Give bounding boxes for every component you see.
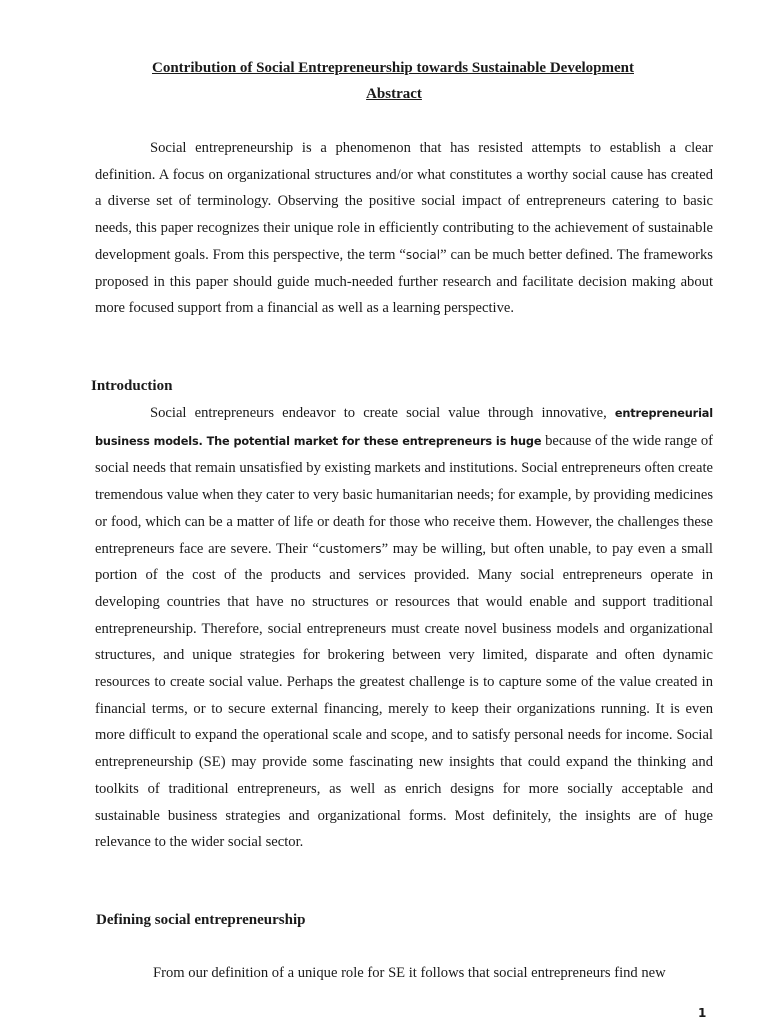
defining-paragraph: From our definition of a unique role for SE it follows that social entrepreneurs find new [153,965,666,981]
introduction-text-3: ” may be willing, but often unable, to pay even a small portion of the cost of the products and services provided. Many social entrepreneurs operate in developing countries that have no structures or resources that would enable and support traditional entrepreneurship. Therefore, social entrepreneurs must create novel business models and organizational structures, and unique strategies for brokering between very limited, disparate and often dynamic resources to create social value. Perhaps the greatest challenge is to capture some of the value created in financial terms, or to secure external financing, merely to keep their organizations running. It is even more difficult to expand the operational scale and scope, and to satisfy personal needs for income. Social entrepreneurship (SE) may provide some fascinating new insights that could expand the thinking and toolkits of traditional entrepreneurs, as well as enrich designs for more socially acceptable and sustainable business strategies and organizational forms. Most definitely, the insights are of huge relevance to the wider social sector. [95,540,713,851]
abstract-heading: Abstract [366,86,422,102]
abstract-term: social [405,247,441,262]
introduction-text-2: because of the wide range of social needs that remain unsatisfied by existing markets and institutions. Social entrepreneurs often create tremendous value when they cater to very basic humanitarian needs; for example, by providing medicines or food, which can be a matter of life or death for those who receive them. However, the challenges these entrepreneurs face are severe. Their “ [95,432,714,557]
abstract-text-1: Social entrepreneurship is a phenomenon that has resisted attempts to establish a clear definition. A focus on organizational structures and/or what constitutes a worthy social cause has created a diverse set of terminology. Observing the positive social impact of entrepreneurs catering to basic needs, this paper recognizes their unique role in efficiently contributing to the achievement of sustainable development goals. From this perspective, the term “ [95,140,713,263]
introduction-paragraph [95,400,713,856]
introduction-text-1: Social entrepreneurs endeavor to create social value through innovative, [150,405,615,421]
introduction-heading: Introduction [91,378,173,394]
introduction-term: customers [318,541,382,556]
introduction-highlight: entrepreneurial business models. The potential market for these entrepreneurs is huge [95,407,713,448]
defining-heading: Defining social entrepreneurship [96,912,306,928]
page-number: 1 [698,1006,707,1020]
abstract-paragraph [95,135,713,322]
abstract-text-2: ” can be much better defined. The frameworks proposed in this paper should guide much-needed further research and facilitate decision making about more focused support from a financial as well as a learning perspective. [95,246,713,317]
document-title: Contribution of Social Entrepreneurship towards Sustainable Development [152,60,634,76]
